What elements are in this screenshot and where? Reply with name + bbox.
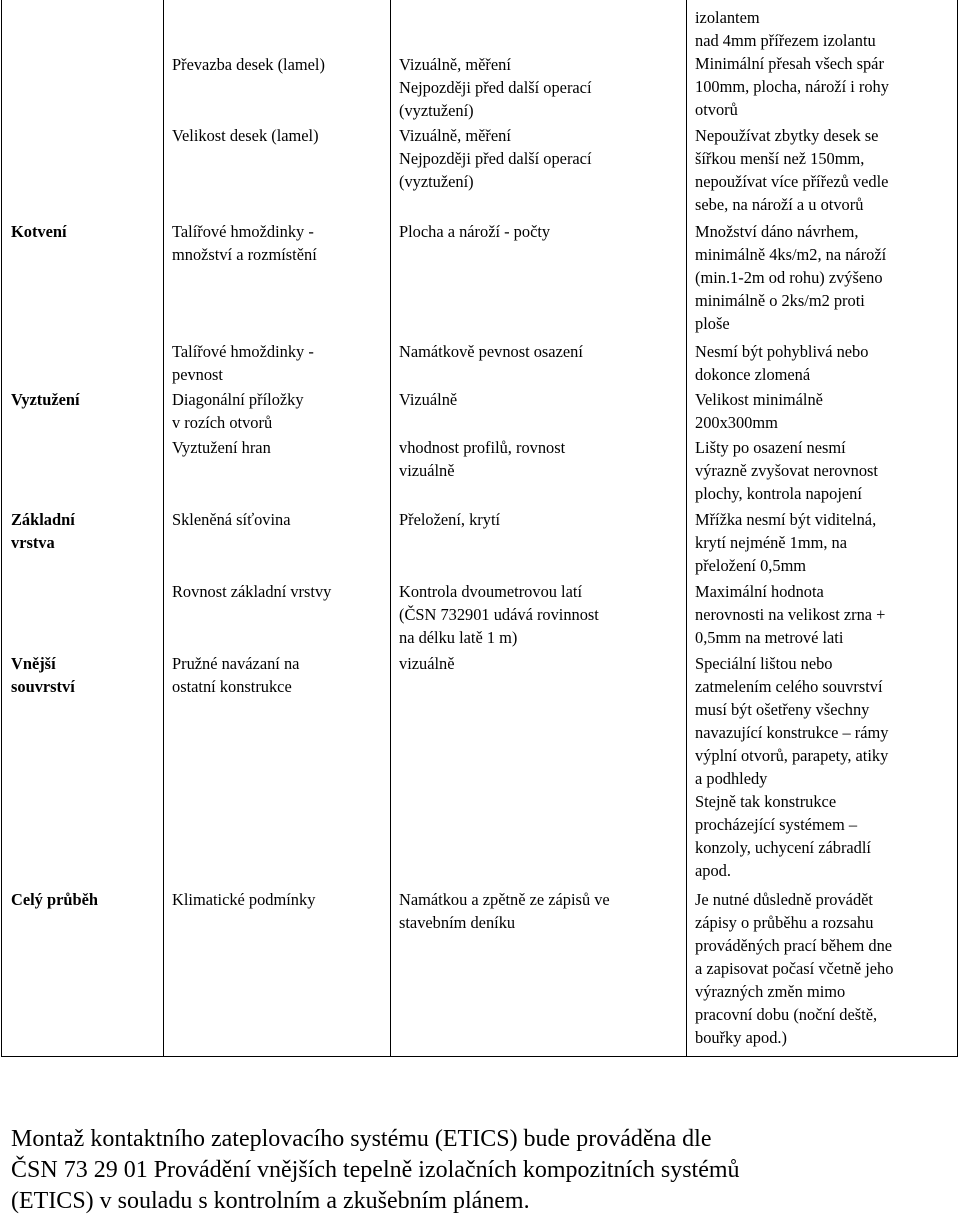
table-cell-method: Vizuálně, měření Nejpozději před další operací (vyztužení): [399, 55, 592, 120]
table-cell-requirement: Je nutné důsledně provádět zápisy o průběhu a rozsahu prováděných prací během dne a zapisovat počasí včetně jeho výrazných změn mimo pracovní dobu (noční deště, bouřky apod.): [695, 890, 894, 1047]
table-cell-item: Velikost desek (lamel): [172, 126, 319, 145]
table-cell-category: Celý průběh: [11, 890, 98, 909]
table-cell-method: Kontrola dvoumetrovou latí (ČSN 732901 udává rovinnost na délku latě 1 m): [399, 582, 599, 647]
table-cell-requirement: Speciální lištou nebo zatmelením celého souvrství musí být ošetřeny všechny navazující konstrukce – rámy výplní otvorů, parapety, atiky a podhledy Stejně tak konstrukce procházející systémem – konzoly, uchycení zábradlí apod.: [695, 654, 889, 880]
table-cell-requirement: Množství dáno návrhem, minimálně 4ks/m2, na nároží (min.1-2m od rohu) zvýšeno minimálně o 2ks/m2 proti ploše: [695, 222, 887, 333]
table-cell-item: Rovnost základní vrstvy: [172, 582, 332, 601]
table-cell-method: Přeložení, krytí: [399, 510, 501, 529]
table-rule-bottom: [1, 1056, 958, 1057]
table-cell-method: Vizuálně: [399, 390, 458, 409]
table-cell-category: Vyztužení: [11, 390, 80, 409]
table-cell-requirement: Velikost minimálně 200x300mm: [695, 390, 823, 432]
table-cell-method: Namátkově pevnost osazení: [399, 342, 583, 361]
footer-paragraph: Montaž kontaktního zateplovacího systému (ETICS) bude prováděna dle ČSN 73 29 01 Provádění vnějších tepelně izolačních kompozitních systémů (ETICS) v souladu s kontrolním a zkušebním plánem.: [11, 1126, 740, 1214]
table-cell-method: vizuálně: [399, 654, 455, 673]
table-cell-item: Vyztužení hran: [172, 438, 271, 457]
table-cell-item: Skleněná síťovina: [172, 510, 291, 529]
table-cell-item: Diagonální příložky v rozích otvorů: [172, 390, 304, 432]
table-cell-method: Namátkou a zpětně ze zápisů ve stavebním deníku: [399, 890, 610, 932]
table-cell-item: Klimatické podmínky: [172, 890, 316, 909]
table-rule-right: [957, 0, 958, 1057]
table-cell-item: Talířové hmoždinky - pevnost: [172, 342, 314, 384]
table-cell-requirement: Maximální hodnota nerovnosti na velikost zrna + 0,5mm na metrové lati: [695, 582, 886, 647]
table-cell-requirement: izolantem nad 4mm přířezem izolantu Minimální přesah všech spár 100mm, plocha, nároží i rohy otvorů: [695, 8, 889, 119]
table-rule-col1: [163, 0, 164, 1057]
table-cell-requirement: Nepoužívat zbytky desek se šířkou menší než 150mm, nepoužívat více přířezů vedle sebe, na nároží a u otvorů: [695, 126, 889, 214]
table-cell-category: Kotvení: [11, 222, 67, 241]
table-rule-col2: [390, 0, 391, 1057]
table-cell-category: Vnější souvrství: [11, 654, 75, 696]
table-cell-requirement: Mřížka nesmí být viditelná, krytí nejméně 1mm, na přeložení 0,5mm: [695, 510, 877, 575]
table-cell-item: Pružné navázaní na ostatní konstrukce: [172, 654, 300, 696]
table-cell-method: Plocha a nároží - počty: [399, 222, 551, 241]
table-cell-item: Převazba desek (lamel): [172, 55, 325, 74]
table-cell-method: vhodnost profilů, rovnost vizuálně: [399, 438, 566, 480]
table-cell-requirement: Lišty po osazení nesmí výrazně zvyšovat nerovnost plochy, kontrola napojení: [695, 438, 878, 503]
table-rule-left: [1, 0, 2, 1057]
table-rule-col3: [686, 0, 687, 1057]
table-cell-requirement: Nesmí být pohyblivá nebo dokonce zlomená: [695, 342, 869, 384]
table-cell-category: Základní vrstva: [11, 510, 75, 552]
table-cell-item: Talířové hmoždinky - množství a rozmístění: [172, 222, 317, 264]
table-cell-method: Vizuálně, měření Nejpozději před další operací (vyztužení): [399, 126, 592, 191]
